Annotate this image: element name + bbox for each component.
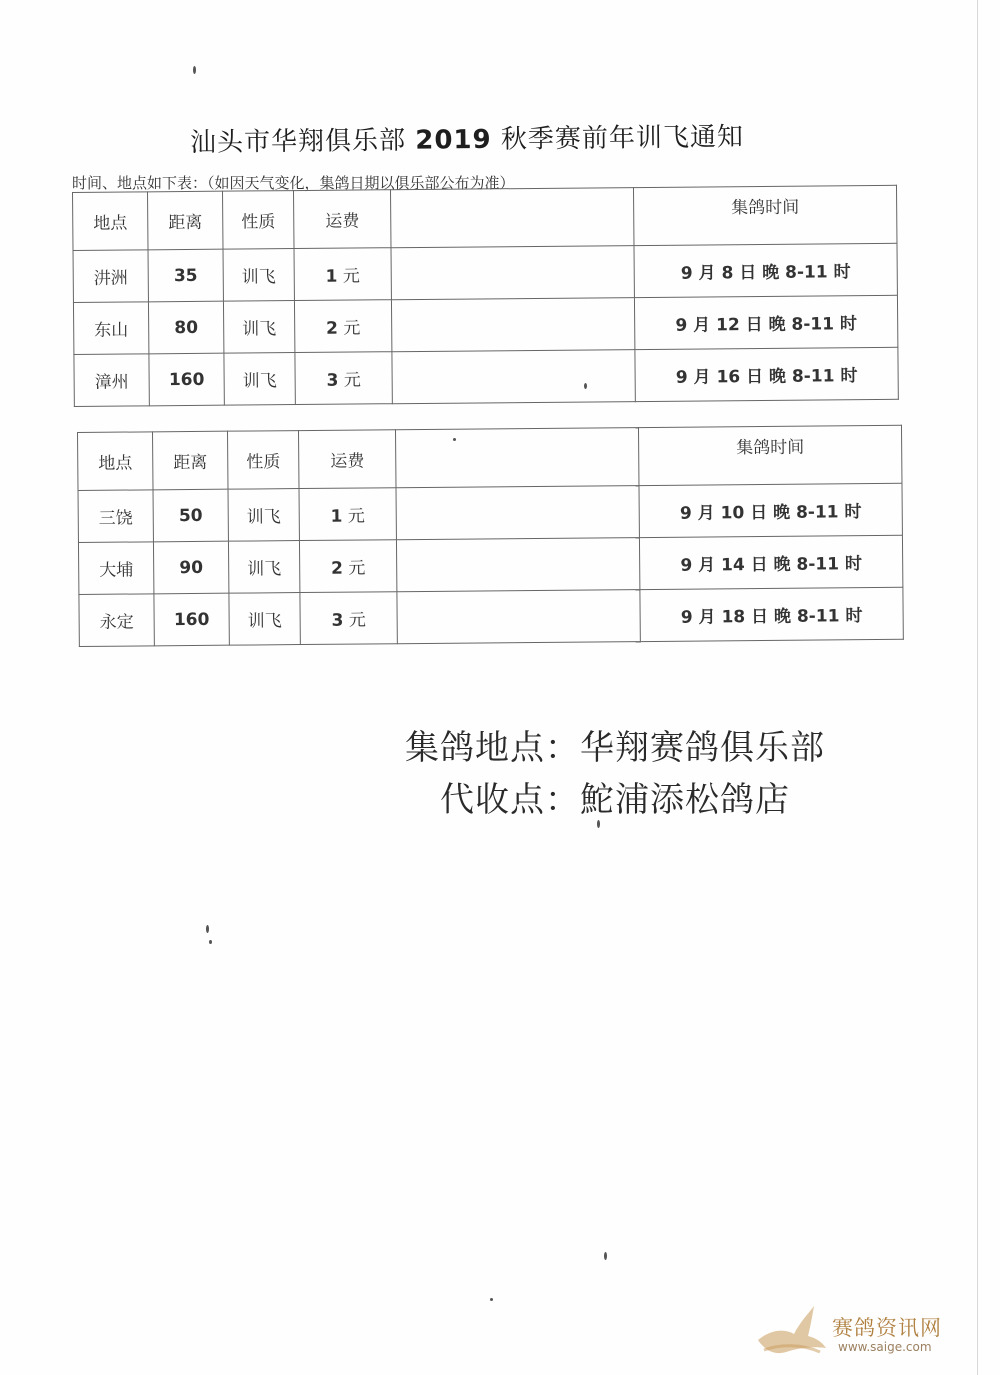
cell-nature: 训飞 [228, 541, 299, 594]
cell-blank [397, 590, 640, 644]
watermark-url: www.saige.com [838, 1340, 932, 1354]
fee-unit: 元 [347, 506, 365, 527]
cell-distance: 50 [153, 489, 228, 542]
cell-location: 三饶 [78, 490, 153, 543]
cell-nature: 训飞 [223, 301, 294, 354]
scan-speck [206, 925, 209, 933]
cell-location: 汫洲 [73, 250, 148, 303]
fee-unit: 元 [342, 266, 360, 287]
fee-number: 3 [331, 610, 344, 631]
schedule-table-1 [72, 185, 899, 407]
cell-time: 9 月 14 日 晚 8-11 时 [639, 535, 902, 589]
header-time: 集鸽时间 [638, 425, 901, 485]
notice-subtitle: 时间、地点如下表：（如因天气变化，集鸽日期以俱乐部公布为准） [72, 174, 515, 192]
cell-blank [392, 350, 635, 404]
header-fee: 运费 [293, 190, 391, 249]
cell-distance: 35 [148, 249, 223, 302]
cell-blank [391, 246, 634, 300]
fee-unit: 元 [348, 610, 366, 631]
header-location: 地点 [73, 192, 149, 251]
cell-distance: 90 [153, 541, 228, 594]
header-time: 集鸽时间 [633, 185, 896, 245]
cell-nature: 训飞 [223, 249, 294, 302]
pigeon-logo-icon [750, 1300, 830, 1360]
scan-speck [453, 438, 456, 441]
scan-speck [490, 1298, 493, 1301]
title-prefix: 汕头市华翔俱乐部 [189, 125, 416, 158]
fee-number: 1 [330, 506, 343, 527]
table-header-row [73, 185, 897, 250]
fee-number: 1 [325, 266, 338, 287]
cell-fee [300, 592, 397, 645]
cell-time: 9 月 12 日 晚 8-11 时 [634, 295, 897, 349]
scan-speck [604, 1252, 607, 1260]
cell-blank [396, 486, 639, 540]
header-nature: 性质 [222, 191, 294, 250]
cell-nature: 训飞 [228, 489, 299, 542]
table-row [79, 587, 903, 646]
fee-unit: 元 [348, 558, 366, 579]
cell-time: 9 月 8 日 晚 8-11 时 [634, 243, 897, 297]
cell-distance: 80 [148, 301, 223, 354]
notice-title [190, 116, 770, 159]
cell-location: 永定 [79, 594, 154, 647]
scan-speck [209, 940, 212, 944]
fee-unit: 元 [343, 318, 361, 339]
table-header-row [78, 425, 902, 490]
cell-location: 漳州 [74, 354, 149, 407]
header-nature: 性质 [227, 431, 299, 490]
table-row [78, 535, 902, 594]
cell-blank [391, 298, 634, 352]
scan-speck [193, 66, 196, 74]
cell-fee [299, 488, 396, 541]
cell-fee [294, 300, 391, 353]
title-suffix: 秋季赛前年训飞通知 [491, 122, 745, 155]
cell-fee [299, 540, 396, 593]
agent-point: 代收点：鮀浦添松鸽店 [440, 780, 790, 820]
cell-nature: 训飞 [224, 353, 295, 406]
scan-speck [584, 383, 587, 389]
fee-number: 3 [326, 370, 339, 391]
header-distance: 距离 [153, 431, 229, 490]
header-blank [390, 188, 633, 248]
cell-fee [294, 248, 391, 301]
cell-time: 9 月 16 日 晚 8-11 时 [635, 347, 898, 401]
table-row [74, 347, 898, 406]
table-row [73, 243, 897, 302]
cell-distance: 160 [149, 353, 224, 406]
cell-fee [295, 352, 392, 405]
cell-location: 东山 [73, 302, 148, 355]
watermark-name: 赛鸽资讯网 [832, 1316, 942, 1340]
cell-blank [396, 538, 639, 592]
header-location: 地点 [78, 432, 154, 491]
fee-number: 2 [325, 318, 339, 339]
cell-location: 大埔 [78, 542, 153, 595]
table-row [73, 295, 897, 354]
scan-speck [597, 820, 600, 828]
cell-time: 9 月 18 日 晚 8-11 时 [640, 587, 903, 641]
header-blank [395, 428, 638, 488]
site-watermark [750, 1300, 960, 1360]
schedule-table-2 [77, 425, 904, 647]
header-fee: 运费 [298, 430, 396, 489]
collection-location: 集鸽地点：华翔赛鸽俱乐部 [405, 728, 825, 768]
cell-time: 9 月 10 日 晚 8-11 时 [639, 483, 902, 537]
cell-distance: 160 [154, 593, 229, 646]
header-distance: 距离 [148, 191, 224, 250]
fee-unit: 元 [343, 370, 361, 391]
title-year: 2019 [415, 124, 492, 156]
fee-number: 2 [330, 558, 344, 579]
scan-edge [977, 0, 978, 1375]
cell-nature: 训飞 [229, 593, 300, 646]
table-row [78, 483, 902, 542]
